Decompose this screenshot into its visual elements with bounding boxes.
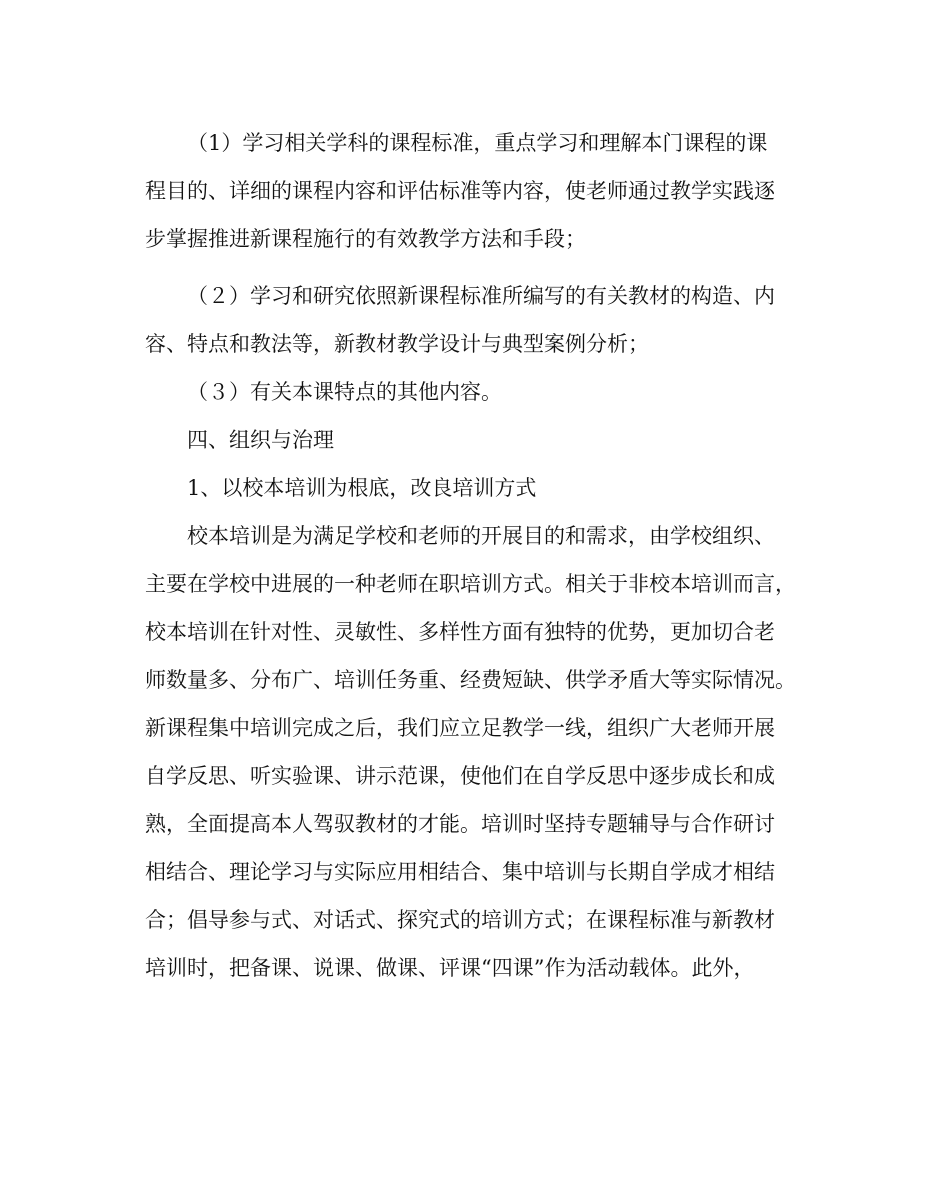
paragraph-2-line-2: 容、特点和教法等，新教材教学设计与典型案例分析； — [145, 332, 649, 356]
paragraph-4-line-2: 主要在学校中进展的一种老师在职培训方式。相关于非校本培训而言， — [145, 572, 796, 596]
paragraph-4-line-7: 熟，全面提高本人驾驭教材的才能。培训时坚持专题辅导与合作研讨 — [145, 812, 775, 836]
paragraph-2-line-1: （２）学习和研究依照新课程标准所编写的有关教材的构造、内 — [187, 284, 775, 308]
paragraph-4-line-1: 校本培训是为满足学校和老师的开展目的和需求，由学校组织、 — [187, 524, 775, 548]
paragraph-1-line-3: 步掌握推进新课程施行的有效教学方法和手段； — [145, 227, 586, 251]
paragraph-4-line-5: 新课程集中培训完成之后，我们应立足教学一线，组织广大老师开展 — [145, 716, 775, 740]
subsection-heading: 1、以校本培训为根底，改良培训方式 — [187, 476, 537, 500]
paragraph-4-line-10: 培训时，把备课、说课、做课、评课“四课”作为活动载体。此外， — [145, 956, 755, 980]
paragraph-4-line-8: 相结合、理论学习与实际应用相结合、集中培训与长期自学成才相结 — [145, 860, 775, 884]
paragraph-1-line-1: （1）学习相关学科的课程标准，重点学习和理解本门课程的课 — [187, 131, 768, 155]
paragraph-4-line-6: 自学反思、听实验课、讲示范课，使他们在自学反思中逐步成长和成 — [145, 764, 775, 788]
paragraph-3-line-1: （３）有关本课特点的其他内容。 — [187, 380, 502, 404]
paragraph-4-line-9: 合；倡导参与式、对话式、探究式的培训方式；在课程标准与新教材 — [145, 908, 775, 932]
section-heading: 四、组织与治理 — [187, 428, 334, 452]
paragraph-4-line-4: 师数量多、分布广、培训任务重、经费短缺、供学矛盾大等实际情况。 — [145, 668, 796, 692]
paragraph-4-line-3: 校本培训在针对性、灵敏性、多样性方面有独特的优势，更加切合老 — [145, 620, 775, 644]
paragraph-1-line-2: 程目的、详细的课程内容和评估标准等内容，使老师通过教学实践逐 — [145, 179, 775, 203]
